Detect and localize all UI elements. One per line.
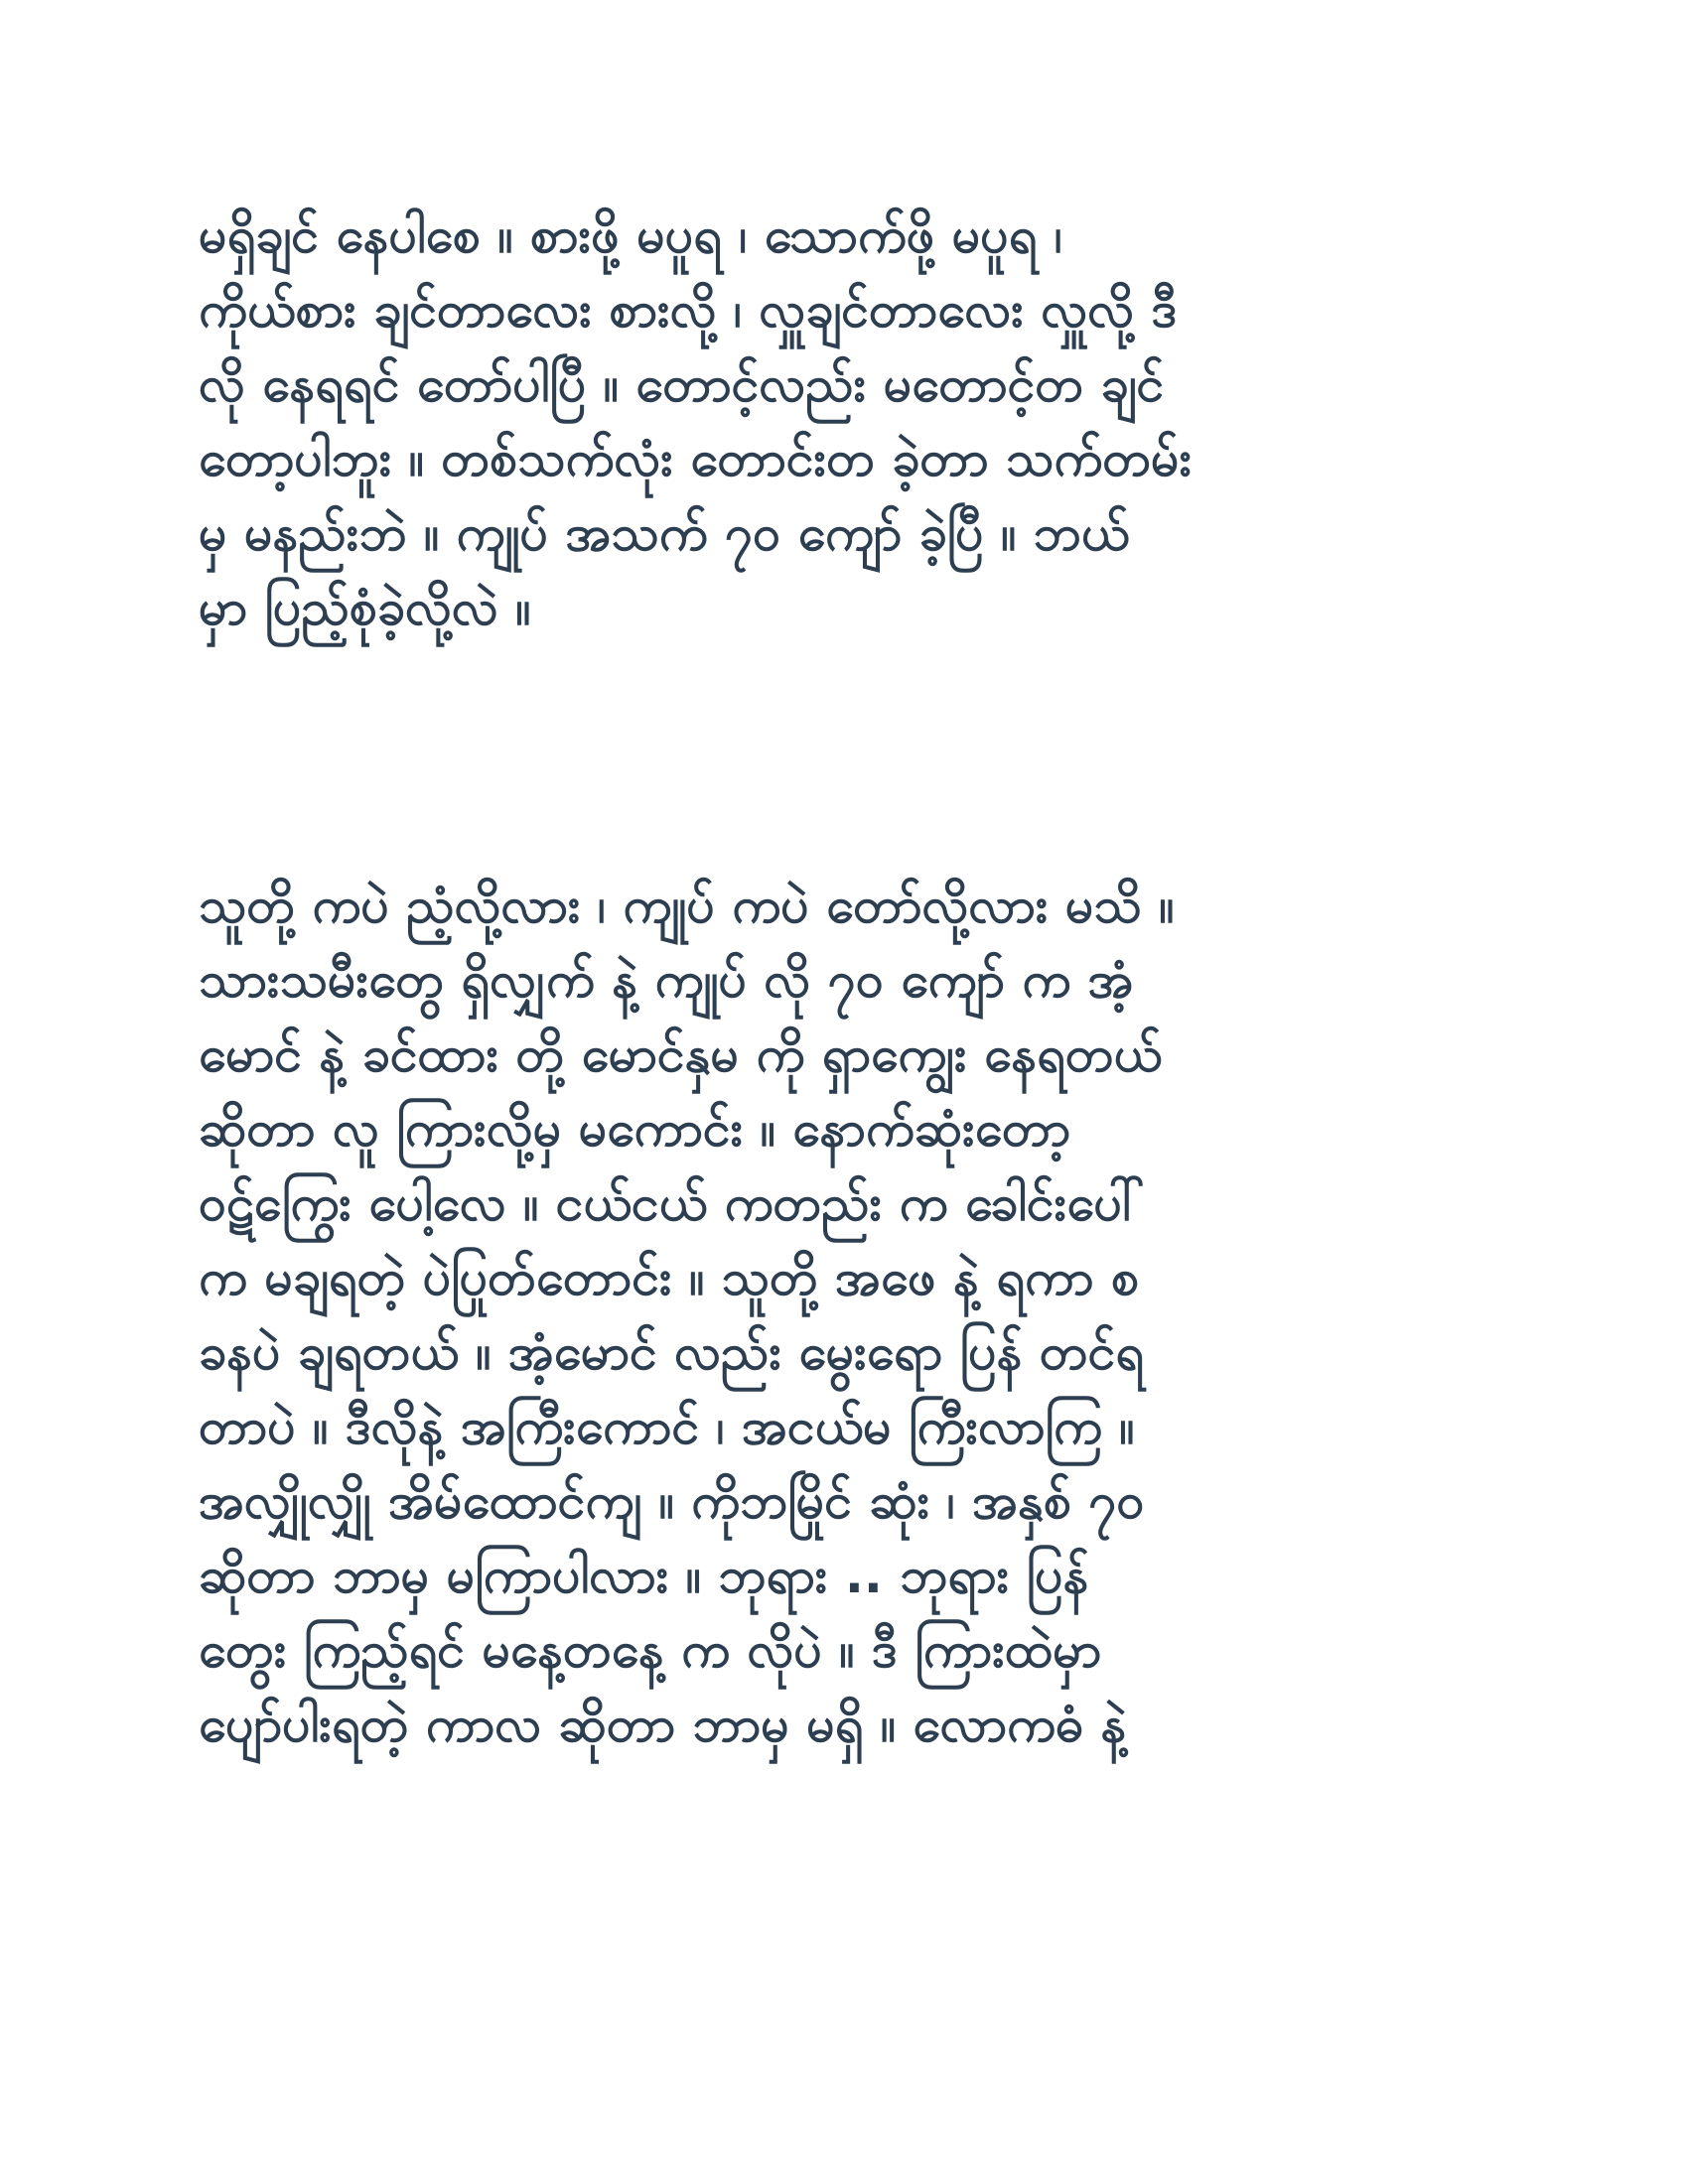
text-line: သူတို့ ကပဲ ညံ့လို့လား ၊ ကျုပ် ကပဲ တော်လို့လား မသိ ။ [199,877,1175,934]
text-line: မောင် နဲ့ ခင်ထား တို့ မောင်နှမ ကို ရှာကျွေး နေရတယ် [199,1025,1163,1083]
text-line: က မချရတဲ့ ပဲပြုတ်တောင်း ။ သူတို့ အဖေ နဲ့ ရကာ စ [199,1249,1140,1306]
text-line: မှာ ပြည့်စုံခဲ့လို့လဲ ။ [199,579,531,636]
text-line: တော့ပါဘူး ။ တစ်သက်လုံး တောင်းတ ခဲ့တာ သက်တမ်း [199,430,1193,487]
text-line: မရှိချင် နေပါစေ ။ စားဖို့ မပူရ ၊ သောက်ဖို့ မပူရ ၊ [199,206,1062,264]
text-line: ပျော်ပါးရတဲ့ ကာလ ဆိုတာ ဘာမှ မရှိ ။ လောကဓံ နဲ့ [199,1696,1127,1753]
text-line: ဆိုတာ ဘာမှ မကြာပါလား ။ ဘုရား .. ဘုရား ပြန် [199,1547,1089,1604]
text-line: ခနပဲ ချရတယ် ။ အံ့မောင် လည်း မွေးရော ပြန် တင်ရ [199,1323,1145,1381]
text-line: မှ မနည်းဘဲ ။ ကျုပ် အသက် ၇၀ ကျော် ခဲ့ပြီ ။ ဘယ် [199,504,1130,562]
text-line: အလျှိုလျှို အိမ်ထောင်ကျ ။ ကိုဘမြိုင် ဆုံး ၊ အနှစ် ၇၀ [199,1472,1145,1530]
text-line: ကိုယ်စား ချင်တာလေး စားလို့ ၊ လှူချင်တာလေး လှူလို့ ဒီ [199,281,1178,339]
text-line: တာပဲ ။ ဒီလိုနဲ့ အကြီးကောင် ၊ အငယ်မ ကြီးလာကြ ။ [199,1398,1135,1455]
text-line: ဆိုတာ လူ ကြားလို့မှ မကောင်း ။ နောက်ဆုံးတော့ [199,1100,1071,1158]
paragraph [199,869,1489,1762]
text-line: လို နေရရင် တော်ပါပြီ ။ တောင့်လည်း မတောင့်တ ချင် [199,355,1165,413]
paragraph [199,199,1489,645]
text-line: သားသမီးတွေ ရှိလျှက် နဲ့ ကျုပ် လို ၇၀ ကျော် က အံ့ [199,951,1134,1009]
text-line: ဝဋ်ကြွေး ပေါ့လေ ။ ငယ်ငယ် ကတည်း က ခေါင်းပေါ် [199,1174,1145,1232]
text-line: တွေး ကြည့်ရင် မနေ့တနေ့ က လိုပဲ ။ ဒီ ကြားထဲမှာ [199,1621,1102,1679]
